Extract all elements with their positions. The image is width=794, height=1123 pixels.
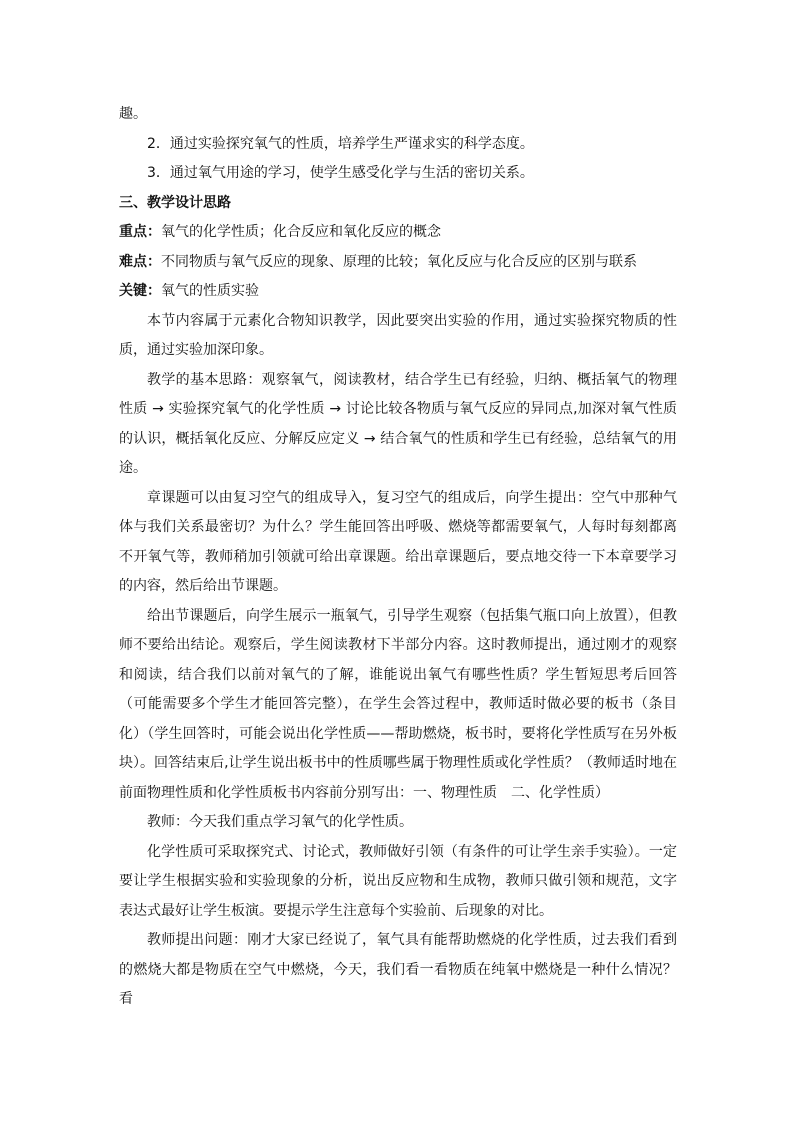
difficulties-text: 不同物质与氧气反应的现象、原理的比较；氧化反应与化合反应的区别与联系 xyxy=(161,253,637,270)
paragraph-2: 教学的基本思路：观察氧气，阅读教材，结合学生已有经验，归纳、概括氧气的物理性质 → 实验探究氧气的化学性质 → 讨论比较各物质与氧气反应的异同点,加深对氧气性质的认识，概括氧化反应、分解反应定义 → 结合氧气的性质和学生已有经验，总结氧气的用途。 xyxy=(119,371,677,476)
difficulties-label: 难点： xyxy=(119,253,161,270)
goal-item-3: 3．通过氧气用途的学习，使学生感受化学与生活的密切关系。 xyxy=(147,165,534,181)
key-points-line xyxy=(119,218,677,248)
paragraph-4: 给出节课题后，向学生展示一瓶氧气，引导学生观察（包括集气瓶口向上放置），但教师不要给出结论。观察后，学生阅读教材下半部分内容。这时教师提出，通过刚才的观察和阅读，结合我们以前对氧气的了解，谁能说出氧气有哪些性质？学生暂短思考后回答（可能需要多个学生才能回答完整），在学生会答过程中，教师适时做必要的板书（条目化）（学生回答时，可能会说出化学性质——帮助燃烧，板书时，要将化学性质写在另外板块）。回答结束后,让学生说出板书中的性质哪些属于物理性质或化学性质？（教师适时地在前面物理性质和化学性质板书内容前分别写出：一、物理性质 二、化学性质） xyxy=(119,607,677,801)
crux-text: 氧气的性质实验 xyxy=(161,283,259,299)
paragraph-1: 本节内容属于元素化合物知识教学，因此要突出实验的作用，通过实验探究物质的性质，通过实验加深印象。 xyxy=(119,312,677,358)
section-heading: 三、教学设计思路 xyxy=(119,194,231,211)
paragraph-3: 章课题可以由复习空气的组成导入，复习空气的组成后，向学生提出：空气中那种气体与我们关系最密切？为什么？学生能回答出呼吸、燃烧等都需要氧气，人每时每刻都离不开氧气等，教师稍加引领就可给出章课题。给出章课题后，要点地交待一下本章要学习的内容，然后给出节课题。 xyxy=(119,489,677,594)
crux-label: 关键： xyxy=(119,283,161,299)
paragraph-6: 化学性质可采取探究式、讨论式，教师做好引领（有条件的可让学生亲手实验）。一定要让学生根据实验和实验现象的分析，说出反应物和生成物，教师只做引领和规范，文字表达式最好让学生板演。要提示学生注意每个实验前、后现象的对比。 xyxy=(119,843,677,919)
paragraph-7: 教师提出问题：刚才大家已经说了，氧气具有能帮助燃烧的化学性质，过去我们看到的燃烧大都是物质在空气中燃烧，今天，我们看一看物质在纯氧中燃烧是一种什么情况？看 xyxy=(119,932,677,1007)
difficulties-line xyxy=(119,248,677,278)
key-points-label: 重点： xyxy=(119,224,161,240)
key-points-text: 氧气的化学性质；化合反应和氧化反应的概念 xyxy=(161,224,441,240)
crux-line xyxy=(119,277,677,307)
paragraph-continuation: 趣。 xyxy=(119,106,147,122)
paragraph-5: 教师：今天我们重点学习氧气的化学性质。 xyxy=(147,814,413,830)
document-body xyxy=(119,100,677,1015)
goal-item-2: 2．通过实验探究氧气的性质，培养学生严谨求实的科学态度。 xyxy=(147,135,534,152)
